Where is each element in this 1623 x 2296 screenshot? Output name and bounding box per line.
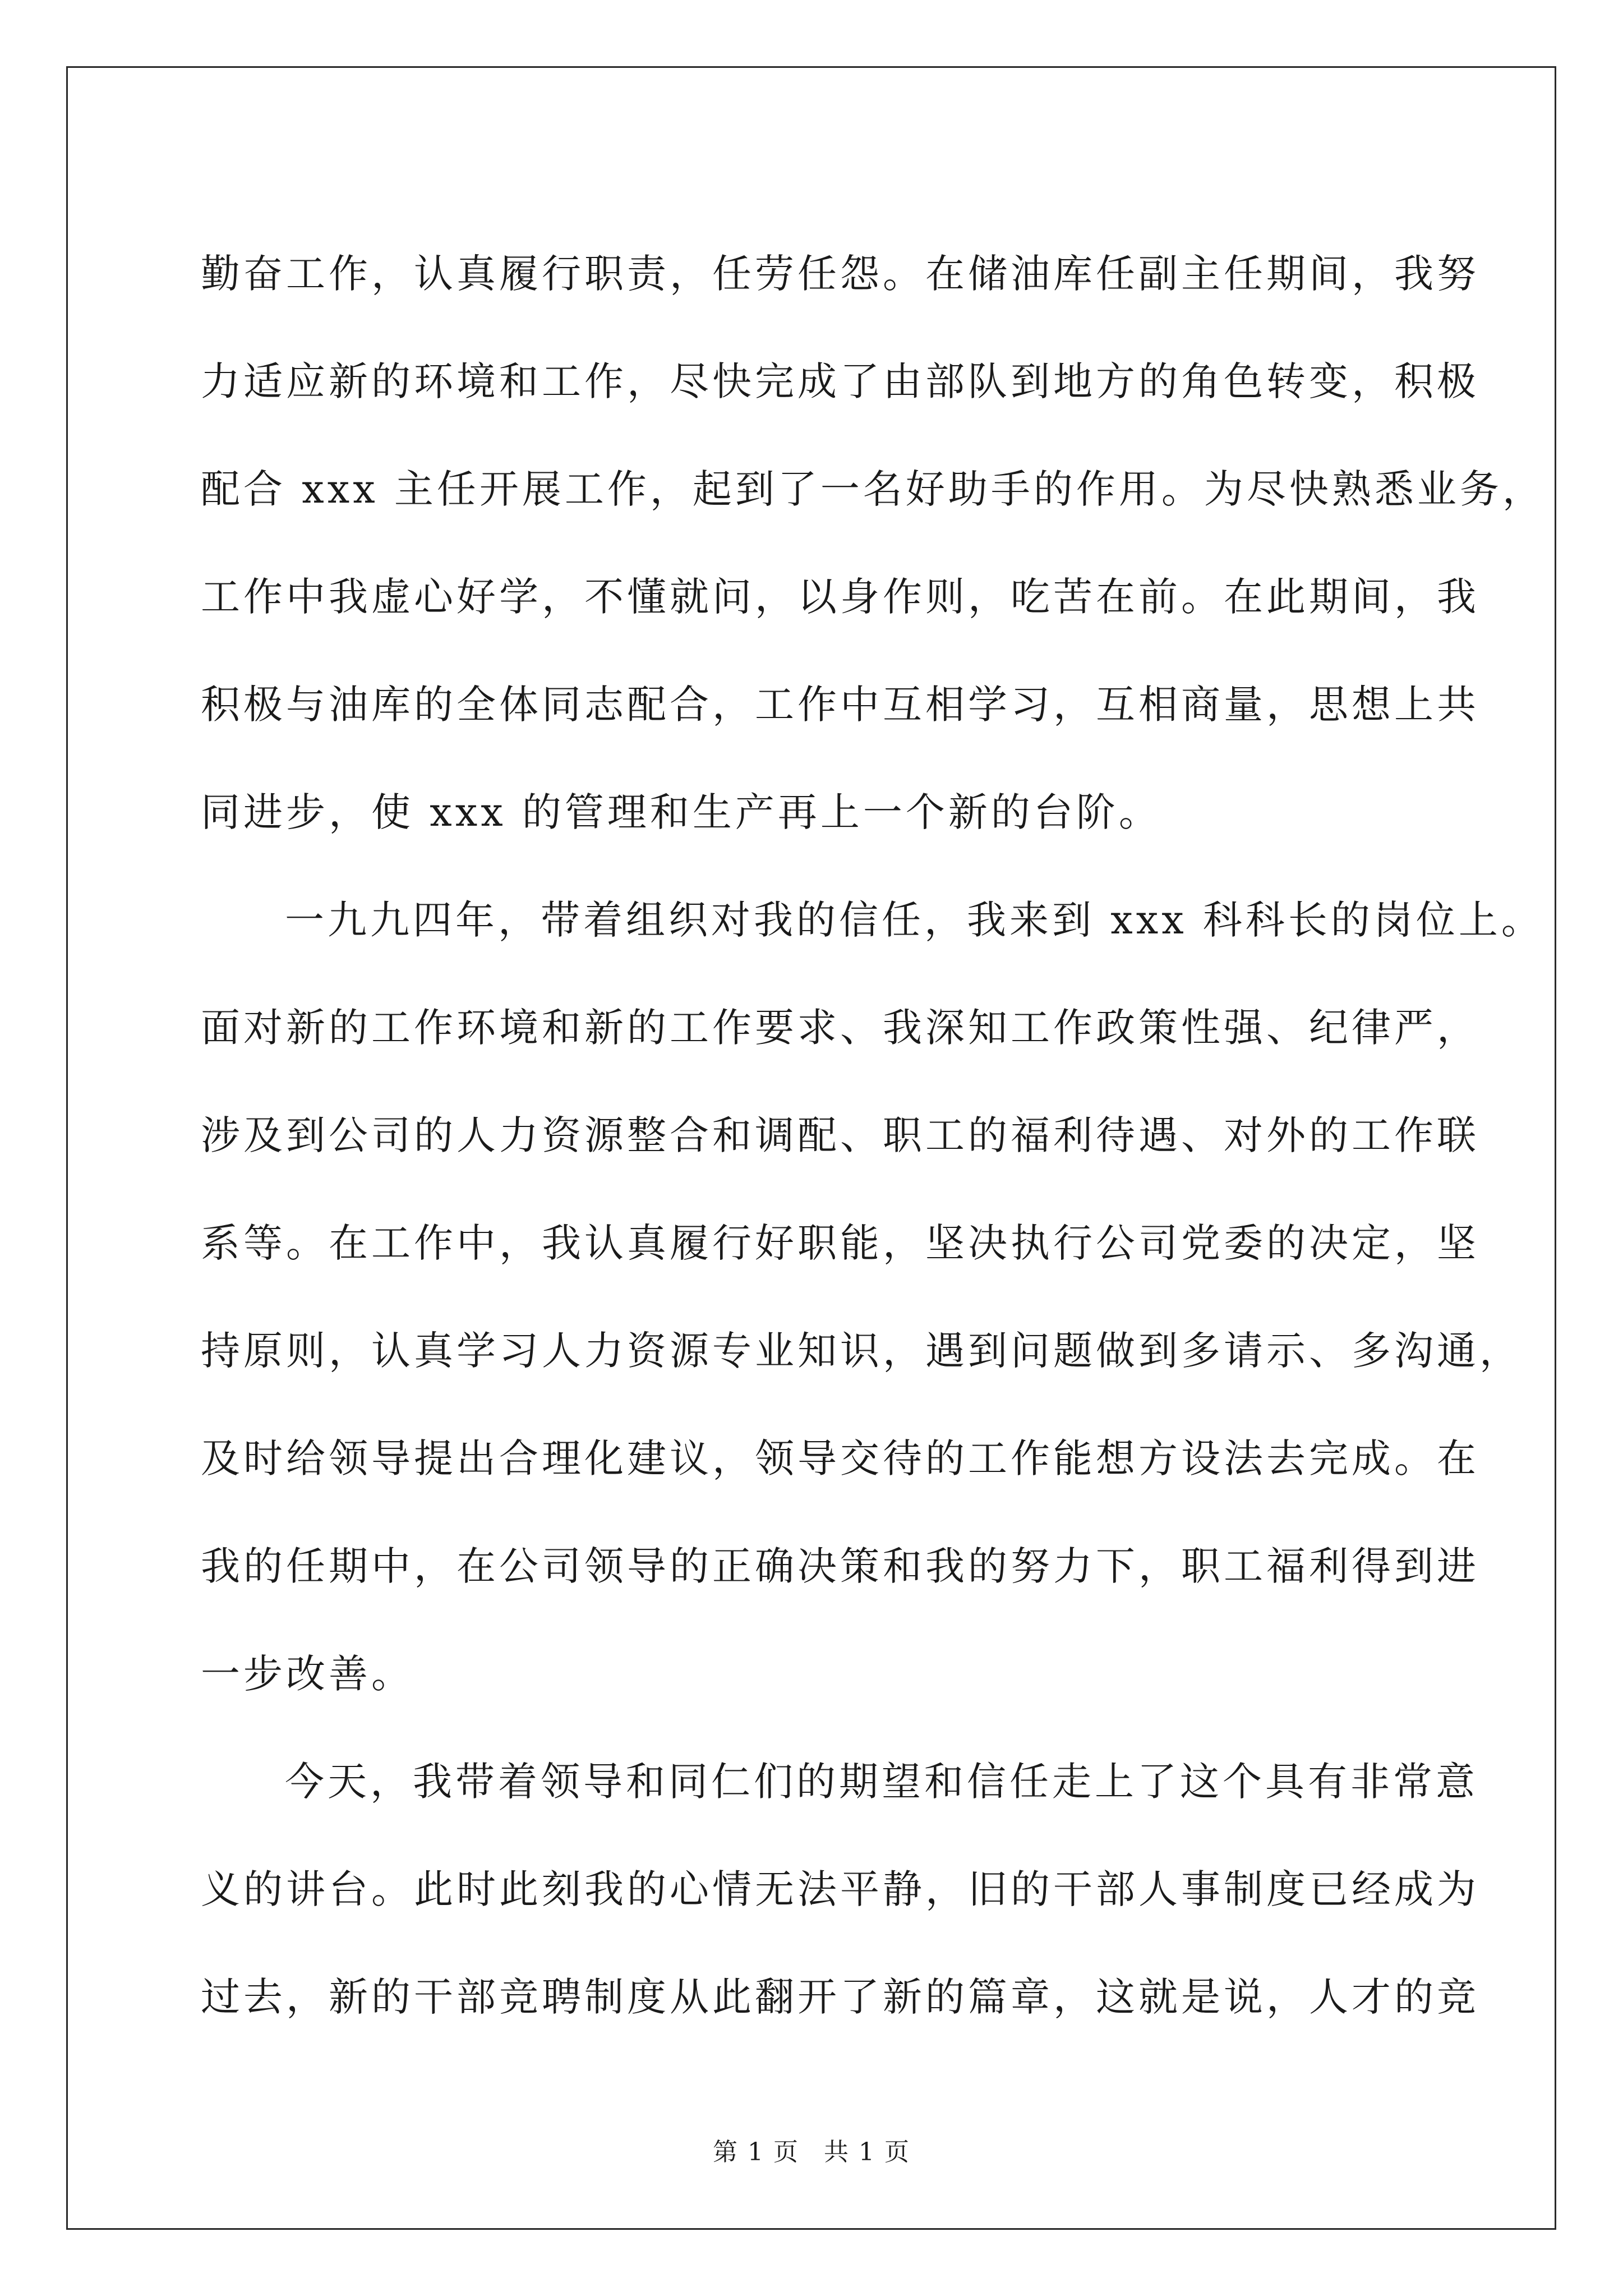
text-line: 及时给领导提出合理化建议，领导交待的工作能想方设法去完成。在	[201, 1435, 1479, 1481]
paragraph-1	[201, 220, 1545, 866]
text-line: 工作中我虚心好学，不懂就问，以身作则，吃苦在前。在此期间，我	[201, 574, 1479, 620]
text-line: 力适应新的环境和工作，尽快完成了由部队到地方的角色转变，积极	[201, 358, 1479, 404]
text-line: 一步改善。	[201, 1651, 414, 1697]
page-footer	[0, 2132, 1623, 2168]
paragraph-3	[201, 1728, 1479, 2051]
page-total: 共 1 页	[824, 2138, 910, 2166]
text-line: 同进步，使 xxx 的管理和生产再上一个新的台阶。	[201, 789, 1161, 835]
text-line: 配合 xxx 主任开展工作，起到了一名好助手的作用。为尽快熟悉业务，	[201, 466, 1545, 512]
text-line: 我的任期中，在公司领导的正确决策和我的努力下，职工福利得到进	[201, 1543, 1479, 1589]
text-line: 一九九四年，带着组织对我的信任，我来到 xxx 科科长的岗位上。	[285, 897, 1544, 943]
paragraph-2	[201, 866, 1544, 1728]
text-line: 持原则，认真学习人力资源专业知识，遇到问题做到多请示、多沟通，	[201, 1328, 1522, 1374]
text-line: 义的讲台。此时此刻我的心情无法平静，旧的干部人事制度已经成为	[201, 1866, 1479, 1912]
text-line: 勤奋工作，认真履行职责，任劳任怨。在储油库任副主任期间，我努	[201, 251, 1479, 297]
text-line: 涉及到公司的人力资源整合和调配、职工的福利待遇、对外的工作联	[201, 1112, 1479, 1158]
page-number: 第 1 页	[713, 2138, 799, 2166]
text-line: 积极与油库的全体同志配合，工作中互相学习，互相商量，思想上共	[201, 682, 1479, 728]
text-line: 过去，新的干部竞聘制度从此翻开了新的篇章，这就是说，人才的竞	[201, 1974, 1479, 2020]
text-line: 面对新的工作环境和新的工作要求、我深知工作政策性强、纪律严，	[201, 1005, 1479, 1051]
text-line: 今天，我带着领导和同仁们的期望和信任走上了这个具有非常意	[285, 1759, 1478, 1805]
document-body	[201, 220, 1545, 2051]
text-line: 系等。在工作中，我认真履行好职能，坚决执行公司党委的决定，坚	[201, 1220, 1479, 1266]
